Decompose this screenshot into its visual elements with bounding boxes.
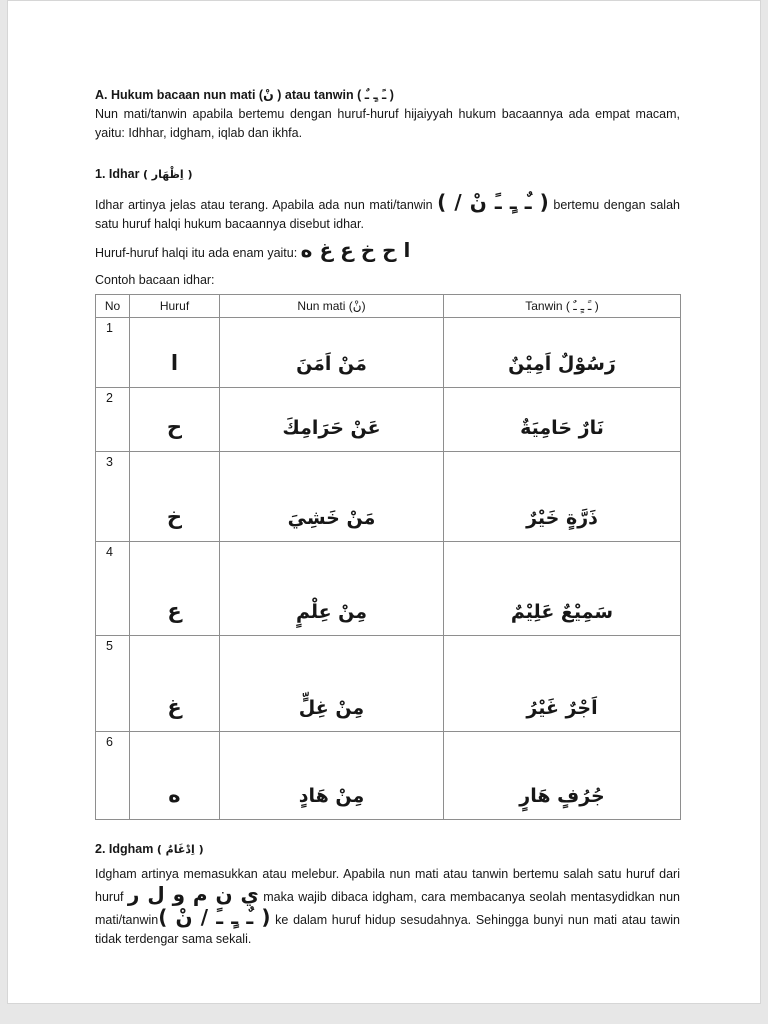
nun-mati-glyph: نْ — [263, 87, 274, 102]
contoh-label: Contoh bacaan idhar: — [95, 273, 215, 287]
idgham-heading — [95, 840, 680, 859]
cell-huruf: ح — [130, 388, 220, 452]
table-row — [96, 732, 681, 820]
col-header-nun-mati-arabic: نْ — [352, 299, 362, 313]
cell-nun-mati-example: عَنْ حَرَامِكَ — [220, 388, 444, 452]
cell-huruf: ا — [130, 318, 220, 388]
idhar-examples-table — [95, 294, 681, 820]
section-a-heading-text-3: ) — [386, 88, 394, 102]
col-header-tanwin — [444, 295, 681, 318]
col-header-huruf: Huruf — [130, 295, 220, 318]
table-row — [96, 542, 681, 636]
table-row — [96, 388, 681, 452]
idhar-heading-arabic: ( اِظْهَار ) — [142, 168, 193, 181]
cell-no: 1 — [96, 318, 130, 388]
section-a-heading — [95, 85, 680, 105]
col-header-no: No — [96, 295, 130, 318]
idgham-heading-arabic: ( اِدْغَامٌ ) — [156, 843, 204, 856]
document-page — [7, 0, 761, 1004]
idgham-inline-arabic: ( نْ / ـً ـٍ ـٌ ) — [158, 905, 271, 929]
cell-nun-mati-example: مِنْ عِلْمٍ — [220, 542, 444, 636]
cell-no: 4 — [96, 542, 130, 636]
table-header — [96, 295, 681, 318]
idhar-heading-text: 1. Idhar — [95, 167, 143, 181]
cell-tanwin-example: رَسُوْلٌ اَمِيْنٌ — [444, 318, 681, 388]
cell-no: 2 — [96, 388, 130, 452]
halqi-line-text: Huruf-huruf halqi itu ada enam yaitu: — [95, 246, 301, 260]
col-header-nun-mati-close: ) — [361, 299, 366, 313]
section-a-paragraph: Nun mati/tanwin apabila bertemu dengan huruf-huruf hijaiyyah hukum bacaannya ada empat macam, yaitu: Idhhar, idgham, iqlab dan ikhfa. — [95, 107, 680, 140]
table-row — [96, 318, 681, 388]
col-header-nun-mati — [220, 295, 444, 318]
cell-no: 6 — [96, 732, 130, 820]
col-header-tanwin-text: Tanwin ( — [525, 299, 574, 313]
idhar-paragraph — [95, 192, 680, 234]
idhar-paragraph-text-2: bertemu dengan salah satu huruf halqi hukum bacaannya disebut idhar. — [95, 198, 680, 231]
idhar-paragraph-text-1: Idhar artinya jelas atau terang. Apabila ada nun mati/tanwin — [95, 198, 438, 212]
cell-tanwin-example: سَمِيْعٌ عَلِيْمٌ — [444, 542, 681, 636]
section-a-heading-text-1: A. Hukum bacaan nun mati ( — [95, 88, 264, 102]
page-content — [8, 1, 760, 949]
idgham-paragraph-text-2: maka wajib dibaca idgham, cara membacanya seolah mentasydidkan nun mati/tanwin — [95, 890, 681, 927]
cell-no: 5 — [96, 636, 130, 732]
cell-nun-mati-example: مَنْ خَشِيَ — [220, 452, 444, 542]
col-header-tanwin-arabic: ـً ـٍ ـٌ — [573, 299, 592, 313]
table-row — [96, 452, 681, 542]
cell-tanwin-example: نَارٌ حَامِيَةٌ — [444, 388, 681, 452]
idgham-paragraph — [95, 865, 680, 949]
cell-tanwin-example: اَجْرٌ غَيْرُ — [444, 636, 681, 732]
cell-huruf: خ — [130, 452, 220, 542]
idgham-paragraph-text-1: Idgham artinya memasukkan atau melebur. Apabila nun mati atau tanwin bertemu salah satu huruf dari huruf — [95, 867, 680, 904]
idhar-inline-arabic: ( / نْ ـً ـٍ ـٌ ) — [437, 190, 549, 214]
idgham-letters: ي ن م و ل ر — [127, 882, 259, 906]
col-header-tanwin-close: ) — [591, 299, 599, 313]
table-row — [96, 636, 681, 732]
idgham-paragraph-text-3: ke dalam huruf hidup sesudahnya. Sehingga bunyi nun mati atau tawin tidak terdengar sama sekali. — [95, 913, 680, 946]
halqi-line — [95, 240, 680, 263]
cell-tanwin-example: ذَرَّةٍ خَيْرٌ — [444, 452, 681, 542]
halqi-letters: ا ح خ ع غ ه — [300, 238, 411, 262]
tanwin-glyphs: ـً ـٍ ـٌ — [364, 87, 387, 102]
cell-no: 3 — [96, 452, 130, 542]
col-header-nun-mati-text: Nun mati ( — [297, 299, 353, 313]
table-header-row — [96, 295, 681, 318]
cell-nun-mati-example: مِنْ غِلٍّ — [220, 636, 444, 732]
idhar-heading — [95, 165, 680, 184]
section-a-heading-text-2: ) atau tanwin ( — [273, 88, 365, 102]
cell-huruf: غ — [130, 636, 220, 732]
cell-nun-mati-example: مِنْ هَادٍ — [220, 732, 444, 820]
cell-tanwin-example: جُرُفٍ هَارٍ — [444, 732, 681, 820]
idgham-heading-text: 2. Idgham — [95, 842, 157, 856]
cell-huruf: ع — [130, 542, 220, 636]
cell-huruf: ه — [130, 732, 220, 820]
cell-nun-mati-example: مَنْ اَمَنَ — [220, 318, 444, 388]
